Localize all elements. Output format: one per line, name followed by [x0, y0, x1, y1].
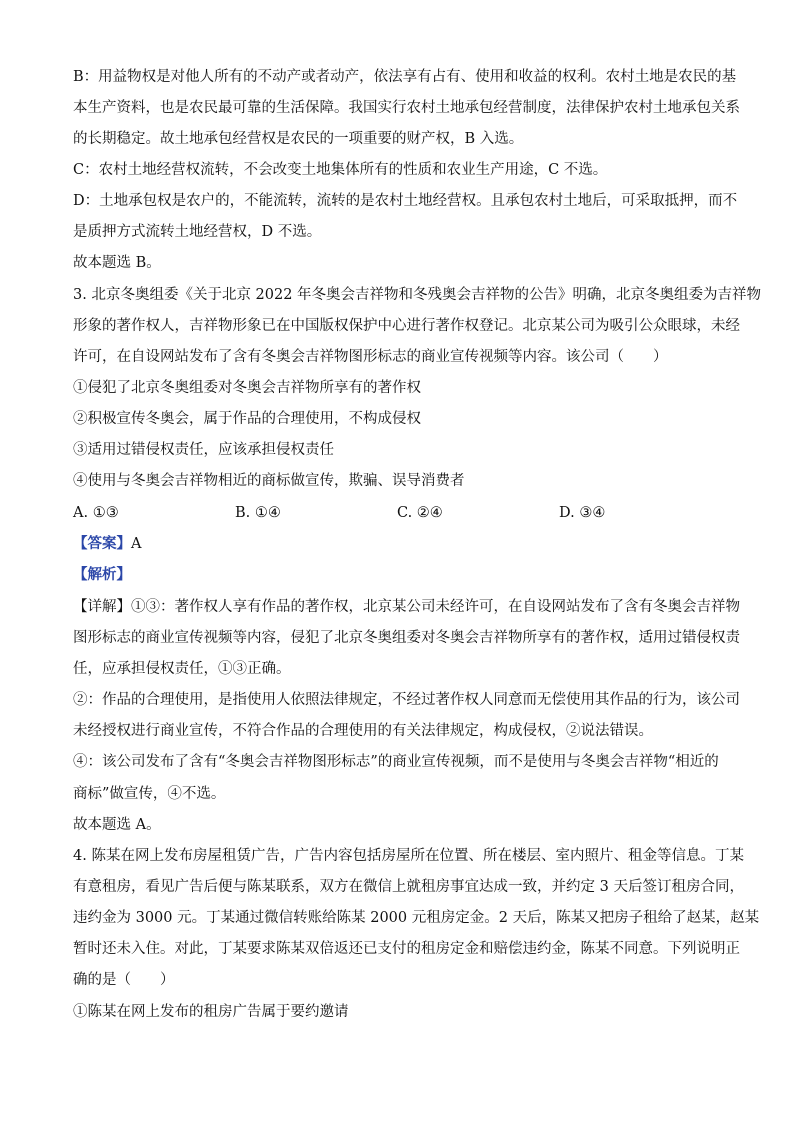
answer-tag: 【答案】 [73, 535, 131, 552]
text-line: ②：作品的合理使用，是指使用人依照法律规定，不经过著作权人同意而无偿使用其作品的行为，该公司 [73, 692, 740, 708]
answer-line [73, 534, 141, 554]
choice-item: ④使用与冬奥会吉祥物相近的商标做宣传，欺骗、误导消费者 [73, 473, 465, 489]
text-line: 暂时还未入住。对此，丁某要求陈某双倍返还已支付的租房定金和赔偿违约金，陈某不同意。下列说明正 [73, 941, 740, 957]
text-line: 本生产资料，也是农民最可靠的生活保障。我国实行农村土地承包经营制度，法律保护农村土地承包关系 [73, 100, 740, 116]
text-line: 故本题选 B。 [73, 255, 161, 271]
choice-item: ①陈某在网上发布的租房广告属于要约邀请 [73, 1004, 349, 1020]
analysis-tag: 【解析】 [73, 566, 131, 583]
answer-value: A [131, 536, 142, 552]
question-4-line: 4. 陈某在网上发布房屋租赁广告，广告内容包括房屋所在位置、所在楼层、室内照片、租金等信息。丁某 [73, 848, 744, 864]
option-b: B. ①④ [235, 505, 281, 521]
text-line: 任，应承担侵权责任，①③正确。 [73, 661, 291, 677]
text-line: D：土地承包权是农户的，不能流转，流转的是农村土地经营权。且承包农村土地后，可采取抵押，而不 [73, 193, 738, 209]
detail-tag: 【详解】 [73, 599, 131, 615]
question-3-line: 3. 北京冬奥组委《关于北京 2022 年冬奥会吉祥物和冬残奥会吉祥物的公告》明确，北京冬奥组委为吉祥物 [73, 287, 762, 303]
option-c: C. ②④ [397, 505, 443, 521]
text-line: 是质押方式流转土地经营权，D 不选。 [73, 224, 322, 240]
option-a: A. ①③ [73, 505, 119, 521]
choice-item: ①侵犯了北京冬奥组委对冬奥会吉祥物所享有的著作权 [73, 380, 421, 396]
analysis-line [73, 565, 131, 585]
detail-line [73, 597, 740, 617]
detail-text: ①③：著作权人享有作品的著作权，北京某公司未经许可，在自设网站发布了含有冬奥会吉祥物 [131, 599, 740, 615]
option-d: D. ③④ [559, 505, 606, 521]
text-line: 图形标志的商业宣传视频等内容，侵犯了北京冬奥组委对冬奥会吉祥物所享有的著作权，适用过错侵权责 [73, 630, 740, 646]
text-line: C：农村土地经营权流转，不会改变土地集体所有的性质和农业生产用途，C 不选。 [73, 162, 608, 178]
text-line: 确的是（ ） [73, 972, 175, 988]
text-line: 商标”做宣传，④不选。 [73, 786, 226, 802]
text-line: 违约金为 3000 元。丁某通过微信转账给陈某 2000 元租房定金。2 天后，陈某又把房子租给了赵某，赵某 [73, 910, 760, 926]
text-line: 故本题选 A。 [73, 817, 161, 833]
text-line: 许可，在自设网站发布了含有冬奥会吉祥物图形标志的商业宣传视频等内容。该公司（ ） [73, 349, 668, 365]
choice-item: ②积极宣传冬奥会，属于作品的合理使用，不构成侵权 [73, 411, 421, 427]
text-line: 形象的著作权人，吉祥物形象已在中国版权保护中心进行著作权登记。北京某公司为吸引公众眼球，未经 [73, 318, 740, 334]
text-line: B：用益物权是对他人所有的不动产或者动产，依法享有占有、使用和收益的权利。农村土地是农民的基 [73, 69, 737, 85]
choice-item: ③适用过错侵权责任，应该承担侵权责任 [73, 442, 334, 458]
text-line: 未经授权进行商业宣传，不符合作品的合理使用的有关法律规定，构成侵权，②说法错误。 [73, 723, 653, 739]
text-line: ④：该公司发布了含有“冬奥会吉祥物图形标志”的商业宣传视频，而不是使用与冬奥会吉祥物“相近的 [73, 754, 719, 770]
text-line: 有意租房，看见广告后便与陈某联系，双方在微信上就租房事宜达成一致，并约定 3 天后签订租房合同， [73, 879, 744, 895]
text-line: 的长期稳定。故土地承包经营权是农民的一项重要的财产权，B 入选。 [73, 131, 524, 147]
